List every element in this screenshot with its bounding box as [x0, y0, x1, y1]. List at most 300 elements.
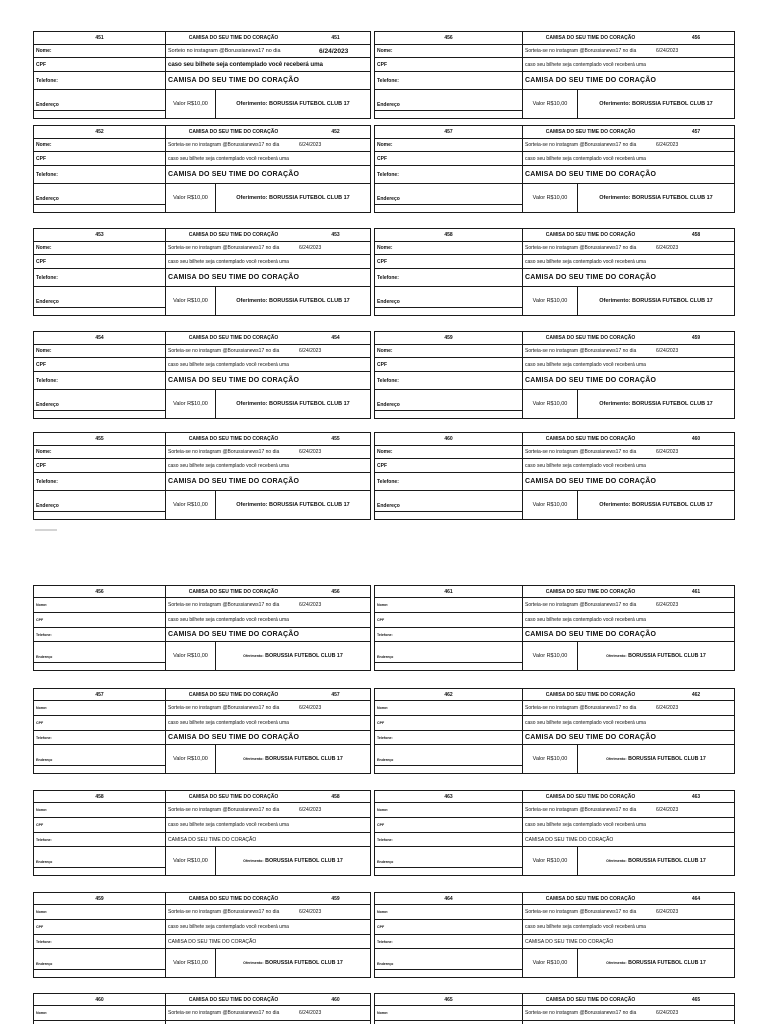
stub-ticket-number: 453 [95, 232, 104, 238]
sponsor-name: BORUSSIA FUTEBOL CLUB 17 [265, 653, 343, 659]
ticket-number: 456 [331, 588, 340, 595]
nome-label: Nome: [377, 808, 389, 812]
ticket-title: CAMISA DO SEU TIME DO CORAÇÃO [545, 35, 636, 41]
ticket-title: CAMISA DO SEU TIME DO CORAÇÃO [545, 691, 636, 698]
draw-info: Sorteia-se no instagram @Borussianews17 no dia [525, 602, 637, 608]
draw-date: 6/24/2023 [656, 705, 679, 711]
draw-info: Sorteia-se no instagram @Borussianews17 no dia [525, 348, 637, 354]
prize-condition: caso seu bilhete seja contemplado você receberá uma [525, 617, 646, 623]
ticket-number: 459 [691, 335, 701, 341]
ticket-body [166, 791, 370, 875]
stub-ticket-number: 454 [95, 335, 104, 341]
prize-name: CAMISA DO SEU TIME DO CORAÇÃO [525, 734, 657, 741]
telefone-label: Telefone: [36, 377, 58, 384]
telefone-field [34, 833, 165, 847]
ticket-price: Valor R$10,00 [166, 745, 216, 773]
ticket-title: CAMISA DO SEU TIME DO CORAÇÃO [188, 588, 279, 595]
nome-field [375, 803, 522, 818]
draw-info: Sorteia-se no instagram @Borussianews17 no dia [525, 449, 637, 455]
raffle-ticket [33, 892, 371, 978]
endereco-field [34, 642, 165, 670]
draw-date: 6/24/2023 [299, 602, 322, 608]
telefone-label: Telefone: [36, 478, 58, 485]
ticket-body [523, 586, 734, 670]
telefone-label: Telefone: [377, 939, 393, 944]
ticket-number: 461 [691, 588, 701, 595]
ticket-title: CAMISA DO SEU TIME DO CORAÇÃO [545, 129, 636, 135]
sponsor [216, 642, 370, 670]
draw-info: Sorteia-se no instagram @Borussianews17 no dia [525, 48, 637, 54]
sponsor-label: Oferimento: [236, 401, 268, 407]
ticket-header-row [523, 994, 734, 1006]
endereco-label: Endereço [36, 860, 53, 864]
prize-condition: caso seu bilhete seja contemplado você receberá uma [525, 720, 646, 726]
ticket-price: Valor R$10,00 [166, 847, 216, 875]
cpf-label: CPF [36, 618, 44, 622]
ticket-number: 452 [331, 129, 340, 135]
draw-info-row [523, 598, 734, 613]
ticket-title: CAMISA DO SEU TIME DO CORAÇÃO [545, 232, 636, 238]
prize-name: CAMISA DO SEU TIME DO CORAÇÃO [168, 734, 300, 741]
telefone-label: Telefone: [36, 274, 58, 281]
draw-info: Sorteia-se no instagram @Borussianews17 no dia [168, 245, 280, 251]
nome-label: Nome: [36, 449, 52, 455]
cpf-label: CPF [377, 258, 387, 265]
sponsor-label: Oferimento: [606, 654, 627, 658]
draw-date: 6/24/2023 [299, 1010, 322, 1016]
prize-name: CAMISA DO SEU TIME DO CORAÇÃO [525, 478, 657, 485]
ticket-title: CAMISA DO SEU TIME DO CORAÇÃO [188, 129, 279, 135]
nome-field [34, 598, 165, 613]
sponsor-name: BORUSSIA FUTEBOL CLUB 17 [628, 858, 706, 864]
stub-ticket-number: 460 [95, 996, 104, 1003]
ticket-stub [375, 994, 523, 1024]
sponsor-name: BORUSSIA FUTEBOL CLUB 17 [265, 960, 343, 966]
nome-field [375, 598, 522, 613]
stub-ticket-number: 456 [444, 35, 453, 41]
draw-info: Sorteia-se no instagram @Borussianews17 no dia [168, 348, 280, 354]
ticket-header-row [523, 586, 734, 598]
ticket-price: Valor R$10,00 [166, 949, 216, 977]
prize-row [166, 628, 370, 642]
cpf-label: CPF [377, 361, 387, 368]
nome-label: Nome: [36, 706, 48, 710]
ticket-number: 453 [331, 232, 340, 238]
draw-date: 6/24/2023 [299, 245, 322, 251]
telefone-label: Telefone: [377, 632, 393, 637]
nome-field [34, 1006, 165, 1021]
telefone-field [34, 628, 165, 642]
ticket-body [523, 791, 734, 875]
ticket-title: CAMISA DO SEU TIME DO CORAÇÃO [188, 996, 279, 1003]
sponsor [578, 642, 734, 670]
draw-info: Sorteia-se no instagram @Borussianews17 no dia [525, 909, 637, 915]
condition-row [523, 716, 734, 731]
draw-date: 6/24/2023 [656, 245, 679, 251]
draw-date: 6/24/2023 [656, 602, 679, 608]
telefone-label: Telefone: [377, 77, 399, 84]
prize-row [523, 731, 734, 745]
sponsor [216, 847, 370, 875]
raffle-ticket [33, 688, 371, 774]
draw-info-row [166, 1006, 370, 1021]
endereco-label: Endereço [36, 402, 59, 408]
ticket-header-row [523, 689, 734, 701]
price-sponsor-row [523, 642, 734, 670]
draw-date: 6/24/2023 [299, 348, 322, 354]
endereco-label: Endereço [377, 758, 394, 762]
draw-info: Sorteia-se no instagram @Borussianews17 no dia [168, 602, 280, 608]
endereco-label: Endereço [377, 962, 394, 966]
ticket-title: CAMISA DO SEU TIME DO CORAÇÃO [188, 436, 279, 442]
sponsor-label: Oferimento: [599, 401, 631, 407]
telefone-label: Telefone: [377, 837, 393, 842]
draw-info: Sorteia-se no instagram @Borussianews17 no dia [168, 1010, 280, 1016]
endereco-label: Endereço [36, 758, 53, 762]
endereco-field [34, 949, 165, 977]
ticket-number: 457 [691, 129, 701, 135]
price-sponsor-row [523, 847, 734, 875]
ticket-number: 456 [691, 35, 701, 41]
sponsor-label: Oferimento: [599, 502, 631, 508]
prize-condition: caso seu bilhete seja contemplado você receberá uma [525, 462, 646, 469]
ticket-header-row [166, 689, 370, 701]
nome-label: Nome: [36, 910, 48, 914]
nome-label: Nome: [36, 245, 52, 251]
stub-ticket-number: 461 [444, 588, 453, 595]
cpf-label: CPF [36, 823, 44, 827]
cpf-field [34, 716, 165, 731]
ticket-header-row [523, 893, 734, 905]
sponsor-label: Oferimento: [599, 298, 631, 304]
sponsor-name: BORUSSIA FUTEBOL CLUB 17 [269, 101, 350, 107]
sponsor-label: Oferimento: [236, 298, 268, 304]
sponsor-name: BORUSSIA FUTEBOL CLUB 17 [269, 298, 350, 304]
draw-info: Sorteia-se no instagram @Borussianews17 no dia [168, 705, 280, 711]
prize-condition: caso seu bilhete seja contemplado você receberá uma [525, 258, 646, 265]
draw-info: Sorteia-se no instagram @Borussianews17 no dia [168, 142, 280, 148]
prize-condition: caso seu bilhete seja contemplado você receberá uma [168, 258, 289, 265]
ticket-title: CAMISA DO SEU TIME DO CORAÇÃO [545, 895, 636, 902]
cpf-field [34, 920, 165, 935]
sponsor-name: BORUSSIA FUTEBOL CLUB 17 [269, 502, 350, 508]
telefone-field [375, 833, 522, 847]
nome-field [375, 905, 522, 920]
ticket-number: 458 [691, 232, 701, 238]
telefone-label: Telefone: [36, 939, 52, 944]
draw-info-row [166, 701, 370, 716]
telefone-label: Telefone: [36, 77, 58, 84]
telefone-label: Telefone: [377, 274, 399, 281]
ticket-stub [34, 893, 166, 977]
prize-name: CAMISA DO SEU TIME DO CORAÇÃO [525, 77, 657, 84]
stub-header-cell [375, 791, 522, 803]
ticket-price: Valor R$10,00 [523, 184, 578, 212]
condition-row [523, 613, 734, 628]
ticket-title: CAMISA DO SEU TIME DO CORAÇÃO [545, 793, 636, 800]
nome-label: Nome: [377, 449, 393, 455]
prize-condition: caso seu bilhete seja contemplado você receberá uma [168, 617, 289, 623]
ticket-price: Valor R$10,00 [523, 949, 578, 977]
stub-ticket-number: 460 [444, 436, 453, 442]
telefone-label: Telefone: [377, 478, 399, 485]
nome-label: Nome: [36, 1011, 48, 1015]
telefone-label: Telefone: [36, 632, 52, 637]
draw-date: 6/24/2023 [299, 807, 322, 813]
endereco-field [375, 949, 522, 977]
endereco-label: Endereço [36, 102, 59, 108]
nome-label: Nome: [36, 348, 52, 354]
stub-ticket-number: 459 [95, 895, 104, 902]
prize-condition: caso seu bilhete seja contemplado você receberá uma [168, 924, 289, 930]
condition-row [523, 818, 734, 833]
telefone-field [34, 935, 165, 949]
sponsor-label: Oferimento: [243, 757, 264, 761]
ticket-price: Valor R$10,00 [166, 90, 216, 118]
sponsor-name: BORUSSIA FUTEBOL CLUB 17 [628, 756, 706, 762]
ticket-price: Valor R$10,00 [523, 287, 578, 315]
endereco-label: Endereço [36, 503, 59, 509]
endereco-field [34, 847, 165, 875]
prize-name: CAMISA DO SEU TIME DO CORAÇÃO [168, 478, 300, 485]
ticket-number: 464 [691, 895, 701, 902]
stub-ticket-number: 451 [95, 35, 104, 41]
ticket-price: Valor R$10,00 [523, 90, 578, 118]
sponsor-label: Oferimento: [606, 757, 627, 761]
endereco-field [375, 745, 522, 773]
stub-header-cell [34, 893, 165, 905]
draw-info: Sorteia-se no instagram @Borussianews17 no dia [168, 807, 280, 813]
stub-ticket-number: 465 [444, 996, 453, 1003]
nome-field [375, 1006, 522, 1021]
sponsor-label: Oferimento: [606, 961, 627, 965]
cpf-label: CPF [377, 823, 385, 827]
nome-label: Nome: [36, 603, 48, 607]
nome-label: Nome: [377, 142, 393, 148]
stub-ticket-number: 462 [444, 691, 453, 698]
endereco-field [375, 642, 522, 670]
draw-date: 6/24/2023 [656, 807, 679, 813]
condition-row [166, 920, 370, 935]
prize-condition: caso seu bilhete seja contemplado você receberá uma [168, 720, 289, 726]
draw-info-row [523, 1006, 734, 1021]
draw-date: 6/24/2023 [656, 1010, 679, 1016]
ticket-title: CAMISA DO SEU TIME DO CORAÇÃO [188, 691, 279, 698]
endereco-label: Endereço [377, 860, 394, 864]
stub-ticket-number: 456 [95, 588, 104, 595]
sponsor-label: Oferimento: [243, 859, 264, 863]
stub-ticket-number: 458 [444, 232, 453, 238]
stub-header-cell [375, 586, 522, 598]
telefone-label: Telefone: [377, 377, 399, 384]
cpf-field [34, 818, 165, 833]
nome-label: Nome: [377, 48, 393, 54]
ticket-body [523, 689, 734, 773]
condition-row [166, 818, 370, 833]
endereco-label: Endereço [36, 196, 59, 202]
ticket-stub [375, 689, 523, 773]
stub-header-cell [375, 689, 522, 701]
ticket-number: 457 [331, 691, 340, 698]
stub-header-cell [34, 586, 165, 598]
draw-info: Sorteia-se no instagram @Borussianews17 no dia [525, 1010, 637, 1016]
telefone-label: Telefone: [377, 735, 393, 740]
ticket-title: CAMISA DO SEU TIME DO CORAÇÃO [188, 895, 279, 902]
draw-date: 6/24/2023 [299, 705, 322, 711]
prize-row [166, 935, 370, 949]
endereco-cell [375, 745, 522, 766]
ticket-body [523, 994, 734, 1024]
raffle-ticket [374, 585, 735, 671]
endereco-label: Endereço [36, 962, 53, 966]
sponsor [578, 847, 734, 875]
telefone-label: Telefone: [377, 171, 399, 178]
prize-row [523, 628, 734, 642]
ticket-header-row [523, 791, 734, 803]
endereco-cell [375, 642, 522, 663]
telefone-field [34, 731, 165, 745]
prize-name: CAMISA DO SEU TIME DO CORAÇÃO [525, 938, 614, 945]
ticket-number: 460 [331, 996, 340, 1003]
raffle-ticket [33, 993, 371, 1024]
ticket-price: Valor R$10,00 [166, 287, 216, 315]
sponsor-label: Oferimento: [599, 195, 631, 201]
draw-date: 6/24/2023 [656, 142, 679, 148]
ticket-header-row [166, 791, 370, 803]
draw-info-row [523, 905, 734, 920]
condition-row [523, 920, 734, 935]
ticket-price: Valor R$10,00 [523, 642, 578, 670]
cpf-label: CPF [36, 61, 46, 68]
ticket-title: CAMISA DO SEU TIME DO CORAÇÃO [545, 588, 636, 595]
raffle-ticket [374, 993, 735, 1024]
ticket-header-row [166, 586, 370, 598]
endereco-label: Endereço [377, 402, 400, 408]
stub-ticket-number: 464 [444, 895, 453, 902]
prize-name: CAMISA DO SEU TIME DO CORAÇÃO [168, 77, 300, 84]
sponsor-name: BORUSSIA FUTEBOL CLUB 17 [628, 653, 706, 659]
prize-condition: caso seu bilhete seja contemplado você receberá uma [168, 822, 289, 828]
cpf-field [375, 920, 522, 935]
draw-date: 6/24/2023 [656, 449, 679, 455]
telefone-label: Telefone: [36, 735, 52, 740]
nome-label: Nome: [36, 808, 48, 812]
stub-ticket-number: 459 [444, 335, 453, 341]
endereco-label: Endereço [36, 655, 53, 659]
cpf-label: CPF [377, 721, 385, 725]
sponsor [578, 949, 734, 977]
draw-date: 6/24/2023 [319, 47, 349, 55]
nome-label: Nome: [377, 1011, 389, 1015]
prize-condition: caso seu bilhete seja contemplado você receberá uma [525, 924, 646, 930]
nome-field [34, 803, 165, 818]
ticket-body [523, 893, 734, 977]
endereco-label: Endereço [377, 655, 394, 659]
draw-date: 6/24/2023 [299, 449, 322, 455]
ticket-number: 458 [331, 793, 340, 800]
cpf-label: CPF [377, 462, 387, 469]
ticket-number: 455 [331, 436, 340, 442]
telefone-field [375, 628, 522, 642]
ticket-title: CAMISA DO SEU TIME DO CORAÇÃO [188, 35, 279, 41]
sponsor-label: Oferimento: [599, 101, 631, 107]
draw-info: Sorteia-se no instagram @Borussianews17 no dia [525, 807, 637, 813]
endereco-cell [375, 949, 522, 970]
endereco-cell [34, 847, 165, 868]
nome-field [34, 701, 165, 716]
ticket-title: CAMISA DO SEU TIME DO CORAÇÃO [188, 793, 279, 800]
nome-label: Nome: [377, 910, 389, 914]
price-sponsor-row [166, 745, 370, 773]
ticket-number: 462 [691, 691, 701, 698]
sponsor-name: BORUSSIA FUTEBOL CLUB 17 [632, 502, 713, 508]
ticket-header-row [166, 994, 370, 1006]
prize-condition: caso seu bilhete seja contemplado você receberá uma [525, 822, 646, 828]
draw-info-row [523, 701, 734, 716]
prize-condition: caso seu bilhete seja contemplado você receberá uma [168, 61, 323, 68]
cpf-field [375, 818, 522, 833]
stub-ticket-number: 457 [444, 129, 453, 135]
sponsor-label: Oferimento: [236, 502, 268, 508]
endereco-cell [34, 642, 165, 663]
ticket-price: Valor R$10,00 [523, 745, 578, 773]
ticket-price: Valor R$10,00 [166, 390, 216, 418]
sponsor-name: BORUSSIA FUTEBOL CLUB 17 [265, 858, 343, 864]
endereco-label: Endereço [377, 299, 400, 305]
prize-name: CAMISA DO SEU TIME DO CORAÇÃO [168, 377, 300, 384]
telefone-label: Telefone: [36, 171, 58, 178]
draw-info: Sorteia-se no instagram @Borussianews17 no dia [525, 142, 637, 148]
ticket-stub [34, 994, 166, 1024]
cpf-label: CPF [36, 155, 46, 162]
sponsor-name: BORUSSIA FUTEBOL CLUB 17 [269, 401, 350, 407]
nome-label: Nome: [377, 348, 393, 354]
cpf-label: CPF [377, 618, 385, 622]
prize-name: CAMISA DO SEU TIME DO CORAÇÃO [168, 171, 300, 178]
endereco-cell [34, 949, 165, 970]
ticket-title: CAMISA DO SEU TIME DO CORAÇÃO [188, 335, 279, 341]
prize-condition: caso seu bilhete seja contemplado você receberá uma [525, 361, 646, 368]
cpf-label: CPF [36, 721, 44, 725]
endereco-cell [34, 745, 165, 766]
sponsor-name: BORUSSIA FUTEBOL CLUB 17 [632, 101, 713, 107]
ticket-number: 459 [331, 895, 340, 902]
stub-header-cell [34, 791, 165, 803]
prize-row [166, 833, 370, 847]
cpf-label: CPF [377, 61, 387, 68]
ticket-price: Valor R$10,00 [523, 390, 578, 418]
stub-header-cell [375, 994, 522, 1006]
raffle-ticket [374, 892, 735, 978]
cpf-field [34, 613, 165, 628]
nome-label: Nome: [377, 603, 389, 607]
prize-name: CAMISA DO SEU TIME DO CORAÇÃO [525, 836, 614, 843]
ticket-title: CAMISA DO SEU TIME DO CORAÇÃO [188, 232, 279, 238]
ticket-header-row [166, 893, 370, 905]
cpf-field [375, 716, 522, 731]
draw-info: Sorteia-se no instagram @Borussianews17 no dia [525, 705, 637, 711]
price-sponsor-row [166, 949, 370, 977]
sponsor-label: Oferimento: [236, 195, 268, 201]
sponsor-name: BORUSSIA FUTEBOL CLUB 17 [632, 401, 713, 407]
prize-condition: caso seu bilhete seja contemplado você receberá uma [168, 462, 289, 469]
ticket-number: 465 [691, 996, 701, 1003]
prize-name: CAMISA DO SEU TIME DO CORAÇÃO [525, 171, 657, 178]
ticket-stub [375, 586, 523, 670]
raffle-ticket [33, 585, 371, 671]
stub-ticket-number: 452 [95, 129, 104, 135]
prize-name: CAMISA DO SEU TIME DO CORAÇÃO [168, 631, 300, 638]
